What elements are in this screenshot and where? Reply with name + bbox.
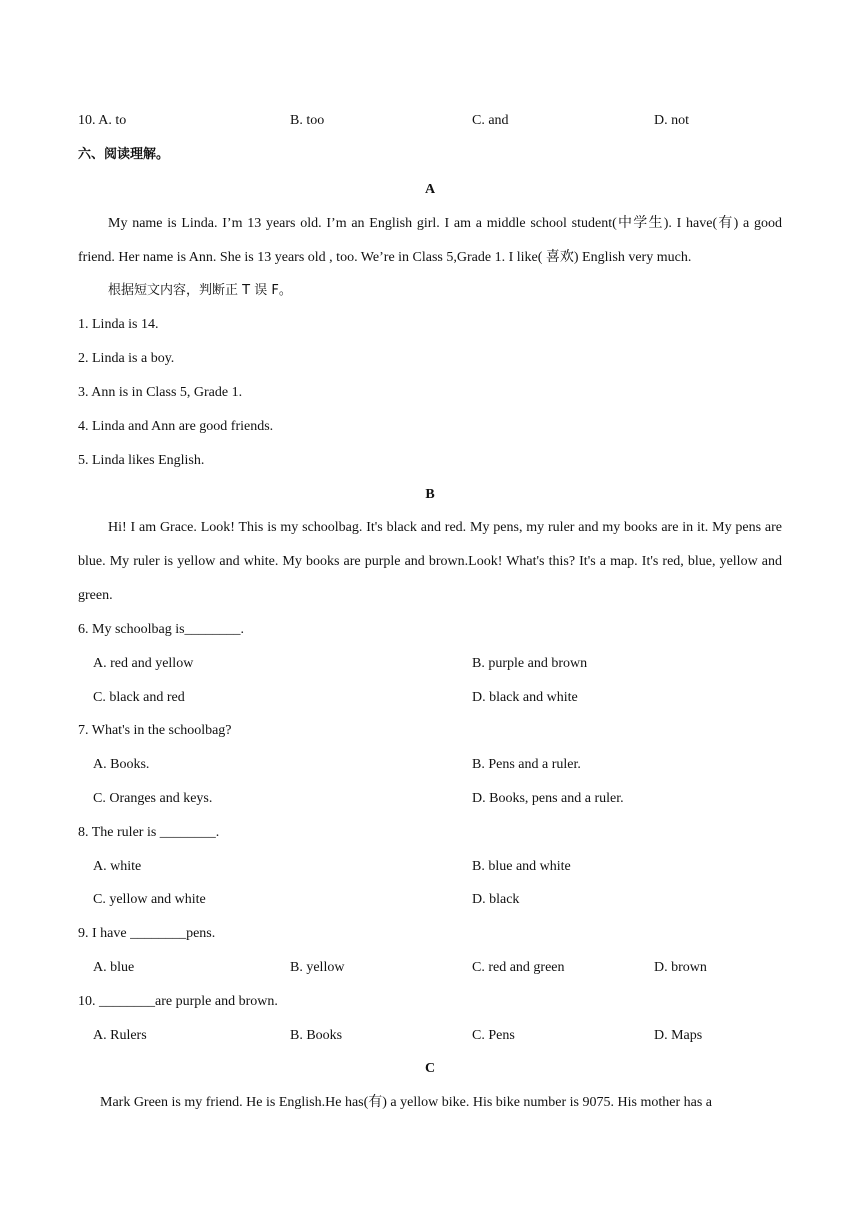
q10-option-a: A. Rulers [93, 1028, 147, 1043]
passage-a-title: A [424, 182, 436, 197]
section-heading: 六、阅读理解。 [78, 147, 170, 162]
q10-option-c: C. Pens [472, 1028, 515, 1043]
option-b: B. too [290, 113, 325, 128]
passage-c-title: C [424, 1061, 436, 1076]
question-8: 8. The ruler is ________. [78, 825, 220, 840]
q6-option-b: B. purple and brown [472, 656, 588, 671]
q8-option-b: B. blue and white [472, 859, 571, 874]
option-a: 10. A. to [78, 113, 127, 128]
statement-4: 4. Linda and Ann are good friends. [78, 419, 274, 434]
statement-3: 3. Ann is in Class 5, Grade 1. [78, 385, 243, 400]
question-9: 9. I have ________pens. [78, 926, 216, 941]
q7-option-d: D. Books, pens and a ruler. [472, 791, 624, 806]
q10-option-b: B. Books [290, 1028, 343, 1043]
q7-option-c: C. Oranges and keys. [93, 791, 213, 806]
statement-5: 5. Linda likes English. [78, 453, 205, 468]
q8-option-d: D. black [472, 892, 520, 907]
q8-option-c: C. yellow and white [93, 892, 206, 907]
passage-b-title: B [425, 487, 435, 502]
passage-b-text: Hi! I am Grace. Look! This is my schoolbag. It's black and red. My pens, my ruler and my books are in it. My pens are blue. My ruler is yellow and white. My books are purple and brown.Look! What's this? It's a map. It's red, blue, yellow and green. [78, 520, 782, 603]
question-10: 10. ________are purple and brown. [78, 994, 278, 1009]
question-7: 7. What's in the schoolbag? [78, 723, 232, 738]
statement-1: 1. Linda is 14. [78, 317, 159, 332]
q9-option-b: B. yellow [290, 960, 345, 975]
q9-option-c: C. red and green [472, 960, 565, 975]
passage-a-instruction: 根据短文内容，判断正 T 误 F。 [108, 283, 292, 298]
passage-c-text: Mark Green is my friend. He is English.He has(有) a yellow bike. His bike number is 9075. His mother has a [100, 1095, 712, 1110]
question-6: 6. My schoolbag is________. [78, 622, 245, 637]
passage-a-text: My name is Linda. I’m 13 years old. I’m an English girl. I am a middle school student(中学生). I have(有) a good friend. Her name is Ann. She is 13 years old , too. We’re in Class 5,Grade 1. I like( 喜欢) English very much. [78, 216, 782, 265]
q8-option-a: A. white [93, 859, 142, 874]
q6-option-d: D. black and white [472, 690, 578, 705]
q9-option-d: D. brown [654, 960, 707, 975]
q9-option-a: A. blue [93, 960, 135, 975]
statement-2: 2. Linda is a boy. [78, 351, 175, 366]
option-c: C. and [472, 113, 509, 128]
q6-option-a: A. red and yellow [93, 656, 194, 671]
option-d: D. not [654, 113, 689, 128]
q6-option-c: C. black and red [93, 690, 185, 705]
q10-option-d: D. Maps [654, 1028, 703, 1043]
q7-option-b: B. Pens and a ruler. [472, 757, 581, 772]
q7-option-a: A. Books. [93, 757, 150, 772]
